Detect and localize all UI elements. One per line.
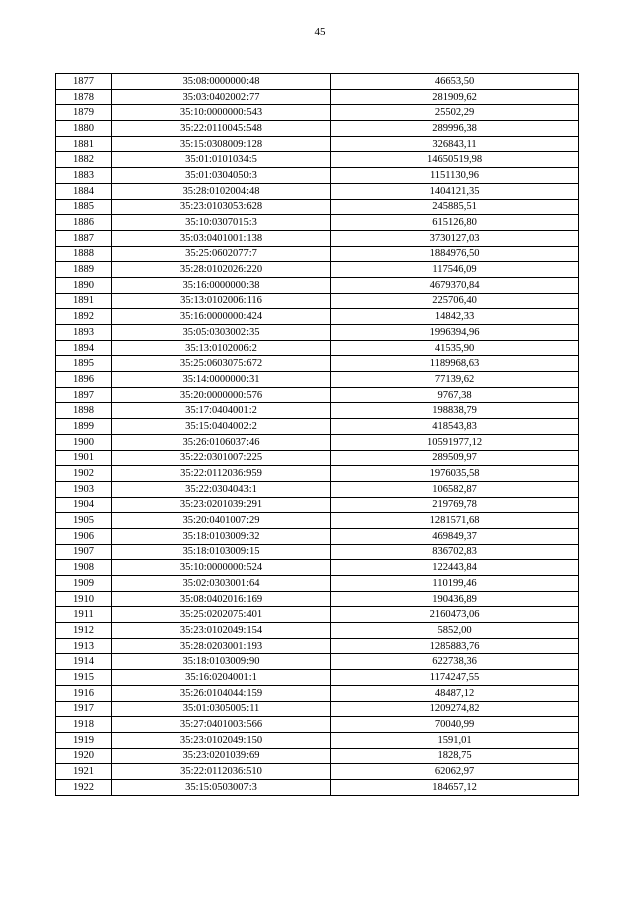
- value-cell: 14650519,98: [331, 152, 579, 168]
- value-cell: 198838,79: [331, 403, 579, 419]
- value-cell: 190436,89: [331, 591, 579, 607]
- row-number-cell: 1905: [56, 513, 112, 529]
- cadastral-number-cell: 35:18:0103009:32: [112, 528, 331, 544]
- row-number-cell: 1903: [56, 481, 112, 497]
- cadastral-number-cell: 35:02:0303001:64: [112, 576, 331, 592]
- row-number-cell: 1904: [56, 497, 112, 513]
- row-number-cell: 1919: [56, 732, 112, 748]
- row-number-cell: 1914: [56, 654, 112, 670]
- row-number-cell: 1899: [56, 419, 112, 435]
- row-number-cell: 1878: [56, 89, 112, 105]
- row-number-cell: 1913: [56, 638, 112, 654]
- cadastral-number-cell: 35:10:0000000:524: [112, 560, 331, 576]
- table-row: [56, 356, 579, 372]
- table-row: [56, 403, 579, 419]
- table-row: [56, 309, 579, 325]
- row-number-cell: 1920: [56, 748, 112, 764]
- value-cell: 122443,84: [331, 560, 579, 576]
- row-number-cell: 1910: [56, 591, 112, 607]
- cadastral-number-cell: 35:23:0201039:291: [112, 497, 331, 513]
- row-number-cell: 1895: [56, 356, 112, 372]
- page-number: 45: [314, 26, 326, 38]
- cadastral-number-cell: 35:03:0402002:77: [112, 89, 331, 105]
- cadastral-number-cell: 35:25:0202075:401: [112, 607, 331, 623]
- cadastral-number-cell: 35:28:0203001:193: [112, 638, 331, 654]
- registry-table-body: [56, 74, 579, 796]
- cadastral-number-cell: 35:20:0000000:576: [112, 387, 331, 403]
- table-row: [56, 576, 579, 592]
- value-cell: 10591977,12: [331, 434, 579, 450]
- value-cell: 9767,38: [331, 387, 579, 403]
- value-cell: 1404121,35: [331, 183, 579, 199]
- cadastral-number-cell: 35:18:0103009:90: [112, 654, 331, 670]
- value-cell: 106582,87: [331, 481, 579, 497]
- row-number-cell: 1916: [56, 685, 112, 701]
- row-number-cell: 1898: [56, 403, 112, 419]
- table-row: [56, 779, 579, 795]
- value-cell: 70040,99: [331, 717, 579, 733]
- table-row: [56, 497, 579, 513]
- cadastral-number-cell: 35:22:0110045:548: [112, 121, 331, 137]
- cadastral-number-cell: 35:22:0304043:1: [112, 481, 331, 497]
- table-row: [56, 528, 579, 544]
- value-cell: 326843,11: [331, 136, 579, 152]
- row-number-cell: 1915: [56, 670, 112, 686]
- row-number-cell: 1921: [56, 764, 112, 780]
- cadastral-number-cell: 35:26:0104044:159: [112, 685, 331, 701]
- value-cell: 1828,75: [331, 748, 579, 764]
- row-number-cell: 1884: [56, 183, 112, 199]
- row-number-cell: 1901: [56, 450, 112, 466]
- table-row: [56, 764, 579, 780]
- cadastral-number-cell: 35:18:0103009:15: [112, 544, 331, 560]
- value-cell: 836702,83: [331, 544, 579, 560]
- cadastral-number-cell: 35:28:0102004:48: [112, 183, 331, 199]
- registry-table: [55, 73, 579, 796]
- value-cell: 184657,12: [331, 779, 579, 795]
- cadastral-number-cell: 35:23:0201039:69: [112, 748, 331, 764]
- row-number-cell: 1892: [56, 309, 112, 325]
- value-cell: 289509,97: [331, 450, 579, 466]
- value-cell: 1996394,96: [331, 325, 579, 341]
- cadastral-number-cell: 35:27:0401003:566: [112, 717, 331, 733]
- cadastral-number-cell: 35:01:0101034:5: [112, 152, 331, 168]
- row-number-cell: 1887: [56, 230, 112, 246]
- value-cell: 622738,36: [331, 654, 579, 670]
- cadastral-number-cell: 35:03:0401001:138: [112, 230, 331, 246]
- table-row: [56, 199, 579, 215]
- cadastral-number-cell: 35:17:0404001:2: [112, 403, 331, 419]
- table-row: [56, 340, 579, 356]
- row-number-cell: 1886: [56, 215, 112, 231]
- row-number-cell: 1888: [56, 246, 112, 262]
- cadastral-number-cell: 35:13:0102006:116: [112, 293, 331, 309]
- table-row: [56, 623, 579, 639]
- table-row: [56, 325, 579, 341]
- table-row: [56, 293, 579, 309]
- row-number-cell: 1883: [56, 168, 112, 184]
- row-number-cell: 1917: [56, 701, 112, 717]
- value-cell: 46653,50: [331, 74, 579, 90]
- value-cell: 14842,33: [331, 309, 579, 325]
- table-row: [56, 481, 579, 497]
- table-row: [56, 89, 579, 105]
- row-number-cell: 1893: [56, 325, 112, 341]
- table-row: [56, 105, 579, 121]
- table-row: [56, 701, 579, 717]
- value-cell: 289996,38: [331, 121, 579, 137]
- table-row: [56, 262, 579, 278]
- value-cell: 62062,97: [331, 764, 579, 780]
- row-number-cell: 1885: [56, 199, 112, 215]
- row-number-cell: 1912: [56, 623, 112, 639]
- cadastral-number-cell: 35:08:0000000:48: [112, 74, 331, 90]
- row-number-cell: 1902: [56, 466, 112, 482]
- value-cell: 41535,90: [331, 340, 579, 356]
- table-row: [56, 591, 579, 607]
- table-row: [56, 152, 579, 168]
- cadastral-number-cell: 35:25:0602077:7: [112, 246, 331, 262]
- cadastral-number-cell: 35:20:0401007:29: [112, 513, 331, 529]
- value-cell: 117546,09: [331, 262, 579, 278]
- value-cell: 225706,40: [331, 293, 579, 309]
- row-number-cell: 1900: [56, 434, 112, 450]
- table-row: [56, 513, 579, 529]
- value-cell: 1174247,55: [331, 670, 579, 686]
- table-row: [56, 607, 579, 623]
- row-number-cell: 1894: [56, 340, 112, 356]
- table-row: [56, 544, 579, 560]
- row-number-cell: 1890: [56, 277, 112, 293]
- value-cell: 110199,46: [331, 576, 579, 592]
- cadastral-number-cell: 35:08:0402016:169: [112, 591, 331, 607]
- table-row: [56, 387, 579, 403]
- cadastral-number-cell: 35:05:0303002:35: [112, 325, 331, 341]
- table-row: [56, 372, 579, 388]
- row-number-cell: 1918: [56, 717, 112, 733]
- cadastral-number-cell: 35:23:0103053:628: [112, 199, 331, 215]
- table-row: [56, 732, 579, 748]
- value-cell: 469849,37: [331, 528, 579, 544]
- value-cell: 1285883,76: [331, 638, 579, 654]
- table-row: [56, 434, 579, 450]
- value-cell: 4679370,84: [331, 277, 579, 293]
- cadastral-number-cell: 35:01:0304050:3: [112, 168, 331, 184]
- cadastral-number-cell: 35:15:0503007:3: [112, 779, 331, 795]
- row-number-cell: 1909: [56, 576, 112, 592]
- table-row: [56, 230, 579, 246]
- cadastral-number-cell: 35:25:0603075:672: [112, 356, 331, 372]
- table-row: [56, 654, 579, 670]
- table-row: [56, 74, 579, 90]
- value-cell: 1281571,68: [331, 513, 579, 529]
- value-cell: 2160473,06: [331, 607, 579, 623]
- value-cell: 418543,83: [331, 419, 579, 435]
- value-cell: 77139,62: [331, 372, 579, 388]
- row-number-cell: 1907: [56, 544, 112, 560]
- value-cell: 219769,78: [331, 497, 579, 513]
- table-row: [56, 717, 579, 733]
- cadastral-number-cell: 35:14:0000000:31: [112, 372, 331, 388]
- cadastral-number-cell: 35:22:0112036:959: [112, 466, 331, 482]
- cadastral-number-cell: 35:10:0307015:3: [112, 215, 331, 231]
- row-number-cell: 1881: [56, 136, 112, 152]
- row-number-cell: 1896: [56, 372, 112, 388]
- table-row: [56, 183, 579, 199]
- value-cell: 5852,00: [331, 623, 579, 639]
- value-cell: 1151130,96: [331, 168, 579, 184]
- row-number-cell: 1897: [56, 387, 112, 403]
- cadastral-number-cell: 35:10:0000000:543: [112, 105, 331, 121]
- value-cell: 1189968,63: [331, 356, 579, 372]
- value-cell: 48487,12: [331, 685, 579, 701]
- table-row: [56, 246, 579, 262]
- value-cell: 1976035,58: [331, 466, 579, 482]
- cadastral-number-cell: 35:23:0102049:154: [112, 623, 331, 639]
- value-cell: 245885,51: [331, 199, 579, 215]
- value-cell: 615126,80: [331, 215, 579, 231]
- table-row: [56, 748, 579, 764]
- row-number-cell: 1879: [56, 105, 112, 121]
- value-cell: 1884976,50: [331, 246, 579, 262]
- table-row: [56, 419, 579, 435]
- row-number-cell: 1889: [56, 262, 112, 278]
- cadastral-number-cell: 35:16:0000000:424: [112, 309, 331, 325]
- cadastral-number-cell: 35:01:0305005:11: [112, 701, 331, 717]
- table-row: [56, 215, 579, 231]
- row-number-cell: 1880: [56, 121, 112, 137]
- table-row: [56, 560, 579, 576]
- table-row: [56, 121, 579, 137]
- row-number-cell: 1908: [56, 560, 112, 576]
- value-cell: 25502,29: [331, 105, 579, 121]
- table-row: [56, 450, 579, 466]
- cadastral-number-cell: 35:15:0308009:128: [112, 136, 331, 152]
- row-number-cell: 1877: [56, 74, 112, 90]
- table-row: [56, 168, 579, 184]
- value-cell: 1591,01: [331, 732, 579, 748]
- cadastral-number-cell: 35:22:0112036:510: [112, 764, 331, 780]
- row-number-cell: 1882: [56, 152, 112, 168]
- row-number-cell: 1922: [56, 779, 112, 795]
- table-row: [56, 685, 579, 701]
- cadastral-number-cell: 35:13:0102006:2: [112, 340, 331, 356]
- value-cell: 3730127,03: [331, 230, 579, 246]
- cadastral-number-cell: 35:15:0404002:2: [112, 419, 331, 435]
- row-number-cell: 1906: [56, 528, 112, 544]
- value-cell: 281909,62: [331, 89, 579, 105]
- cadastral-number-cell: 35:23:0102049:150: [112, 732, 331, 748]
- cadastral-number-cell: 35:16:0000000:38: [112, 277, 331, 293]
- table-row: [56, 277, 579, 293]
- cadastral-number-cell: 35:28:0102026:220: [112, 262, 331, 278]
- cadastral-number-cell: 35:26:0106037:46: [112, 434, 331, 450]
- cadastral-number-cell: 35:16:0204001:1: [112, 670, 331, 686]
- cadastral-number-cell: 35:22:0301007:225: [112, 450, 331, 466]
- table-row: [56, 638, 579, 654]
- row-number-cell: 1911: [56, 607, 112, 623]
- table-row: [56, 466, 579, 482]
- value-cell: 1209274,82: [331, 701, 579, 717]
- row-number-cell: 1891: [56, 293, 112, 309]
- table-row: [56, 136, 579, 152]
- table-row: [56, 670, 579, 686]
